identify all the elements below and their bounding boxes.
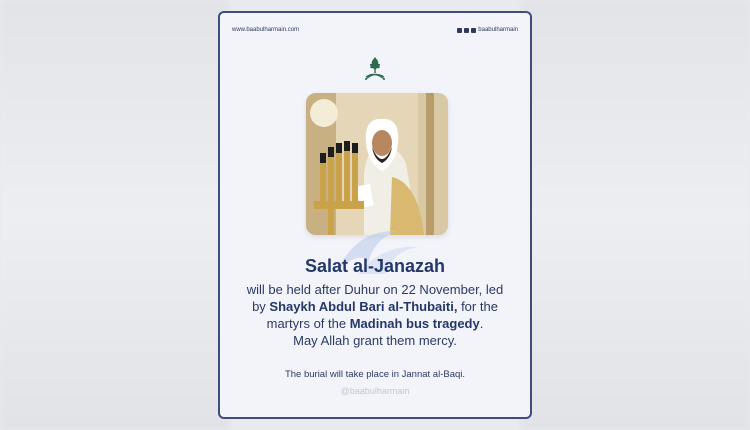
youtube-icon[interactable] [471, 28, 476, 33]
website-link[interactable]: www.baabulharmain.com [232, 27, 300, 33]
body-line-2: by Shaykh Abdul Bari al-Thubaiti, for the [252, 299, 498, 314]
watermark-handle: @baabulharmain [340, 386, 410, 396]
instagram-icon[interactable] [464, 28, 469, 33]
emblem-icon [362, 55, 388, 83]
background-right [520, 0, 750, 430]
announcement-title: Salat al-Janazah [304, 256, 446, 276]
announcement-card [218, 11, 532, 419]
facebook-icon[interactable] [457, 28, 462, 33]
announcement-body [240, 281, 510, 349]
social-links [457, 27, 518, 33]
event-name: Madinah bus tragedy [349, 316, 480, 331]
card-topbar [232, 27, 518, 33]
background-left [0, 0, 230, 430]
body-line-3: martyrs of the Madinah bus tragedy. [266, 316, 484, 331]
imam-photo [306, 93, 448, 235]
burial-note: The burial will take place in Jannat al-Baqi. [284, 369, 466, 380]
imam-name: Shaykh Abdul Bari al-Thubaiti, [269, 299, 458, 314]
social-handle: baabulharmain [478, 27, 518, 33]
body-line-1: will be held after Duhur on 22 November, led [246, 282, 504, 297]
body-line-4: May Allah grant them mercy. [293, 333, 457, 348]
